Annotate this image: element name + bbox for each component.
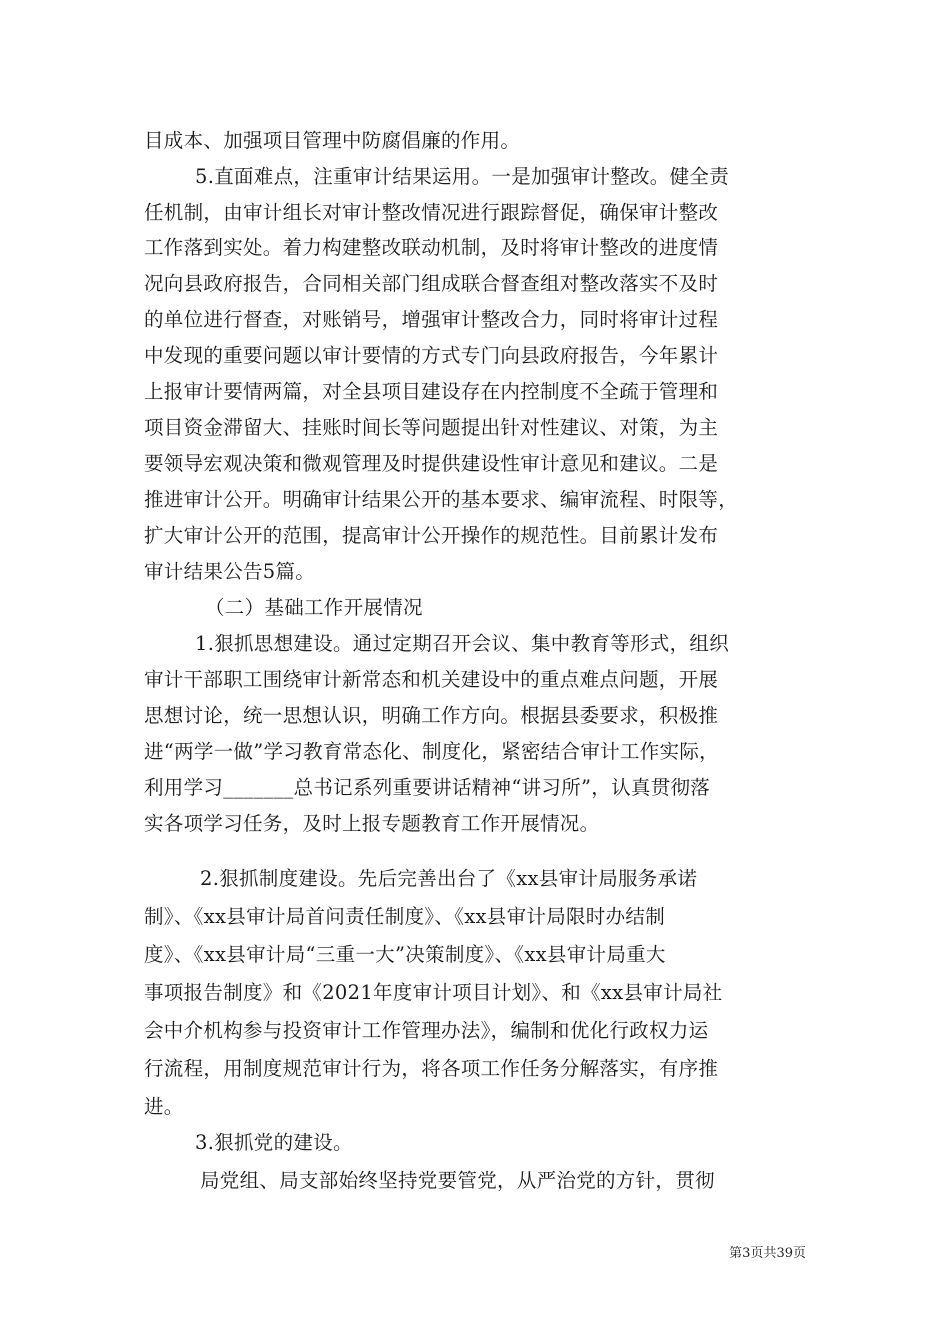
page-number: 第3页共39页 <box>729 1246 806 1261</box>
text-line: 推进审计公开。明确审计结果公开的基本要求、编审流程、时限等， <box>144 488 739 511</box>
text-line: 工作落到实处。着力构建整改联动机制，及时将审计整改的进度情 <box>144 236 719 259</box>
text-line: 2.狠抓制度建设。先后完善出台了《xx县审计局服务承诺 <box>200 867 698 890</box>
text-line: 况向县政府报告，合同相关部门组成联合督查组对整改落实不及时 <box>144 272 719 295</box>
text-line: 进。 <box>144 1095 184 1118</box>
text-line: 实各项学习任务，及时上报专题教育工作开展情况。 <box>144 812 600 835</box>
text-line: 中发现的重要问题以审计要情的方式专门向县政府报告，今年累计 <box>144 344 719 367</box>
text-line: 要领导宏观决策和微观管理及时提供建设性审计意见和建议。二是 <box>144 452 719 475</box>
text-line: 会中介机构参与投资审计工作管理办法》，编制和优化行政权力运 <box>144 1019 709 1042</box>
text-line: 度》、《xx县审计局“三重一大”决策制度》、《xx县审计局重大 <box>144 943 666 966</box>
text-line: 5.直面难点，注重审计结果运用。一是加强审计整改。健全责 <box>195 165 730 188</box>
text-line: 进“两学一做”学习教育常态化、制度化，紧密结合审计工作实际， <box>144 740 719 763</box>
text-line: 思想讨论，统一思想认识，明确工作方向。根据县委要求，积极推 <box>144 704 719 727</box>
text-line: 1.狠抓思想建设。通过定期召开会议、集中教育等形式，组织 <box>195 632 730 655</box>
text-line: 任机制，由审计组长对审计整改情况进行跟踪督促，确保审计整改 <box>144 201 719 224</box>
text-line: 审计结果公告5篇。 <box>144 560 316 583</box>
text-line: 目成本、加强项目管理中防腐倡廉的作用。 <box>144 129 521 152</box>
text-line: 利用学习_______总书记系列重要讲话精神“讲习所”，认真贯彻落 <box>144 776 711 799</box>
text-line: 局党组、局支部始终坚持党要管党，从严治党的方针，贯彻 <box>200 1169 715 1192</box>
text-line: 3.狠抓党的建设。 <box>195 1131 353 1154</box>
text-line: 扩大审计公开的范围，提高审计公开操作的规范性。目前累计发布 <box>144 524 719 547</box>
text-line: 审计干部职工围绕审计新常态和机关建设中的重点难点问题，开展 <box>144 668 719 691</box>
text-line: 行流程，用制度规范审计行为，将各项工作任务分解落实，有序推 <box>144 1057 719 1080</box>
text-line: 项目资金滞留大、挂账时间长等问题提出针对性建议、对策，为主 <box>144 416 719 439</box>
text-line: 制》、《xx县审计局首问责任制度》、《xx县审计局限时办结制 <box>144 905 665 928</box>
section-heading: （二）基础工作开展情况 <box>205 596 423 619</box>
text-line: 上报审计要情两篇，对全县项目建设存在内控制度不全疏于管理和 <box>144 380 719 403</box>
text-line: 的单位进行督查，对账销号，增强审计整改合力，同时将审计过程 <box>144 308 719 331</box>
text-line: 事项报告制度》和《2021年度审计项目计划》、和《xx县审计局社 <box>144 981 723 1004</box>
